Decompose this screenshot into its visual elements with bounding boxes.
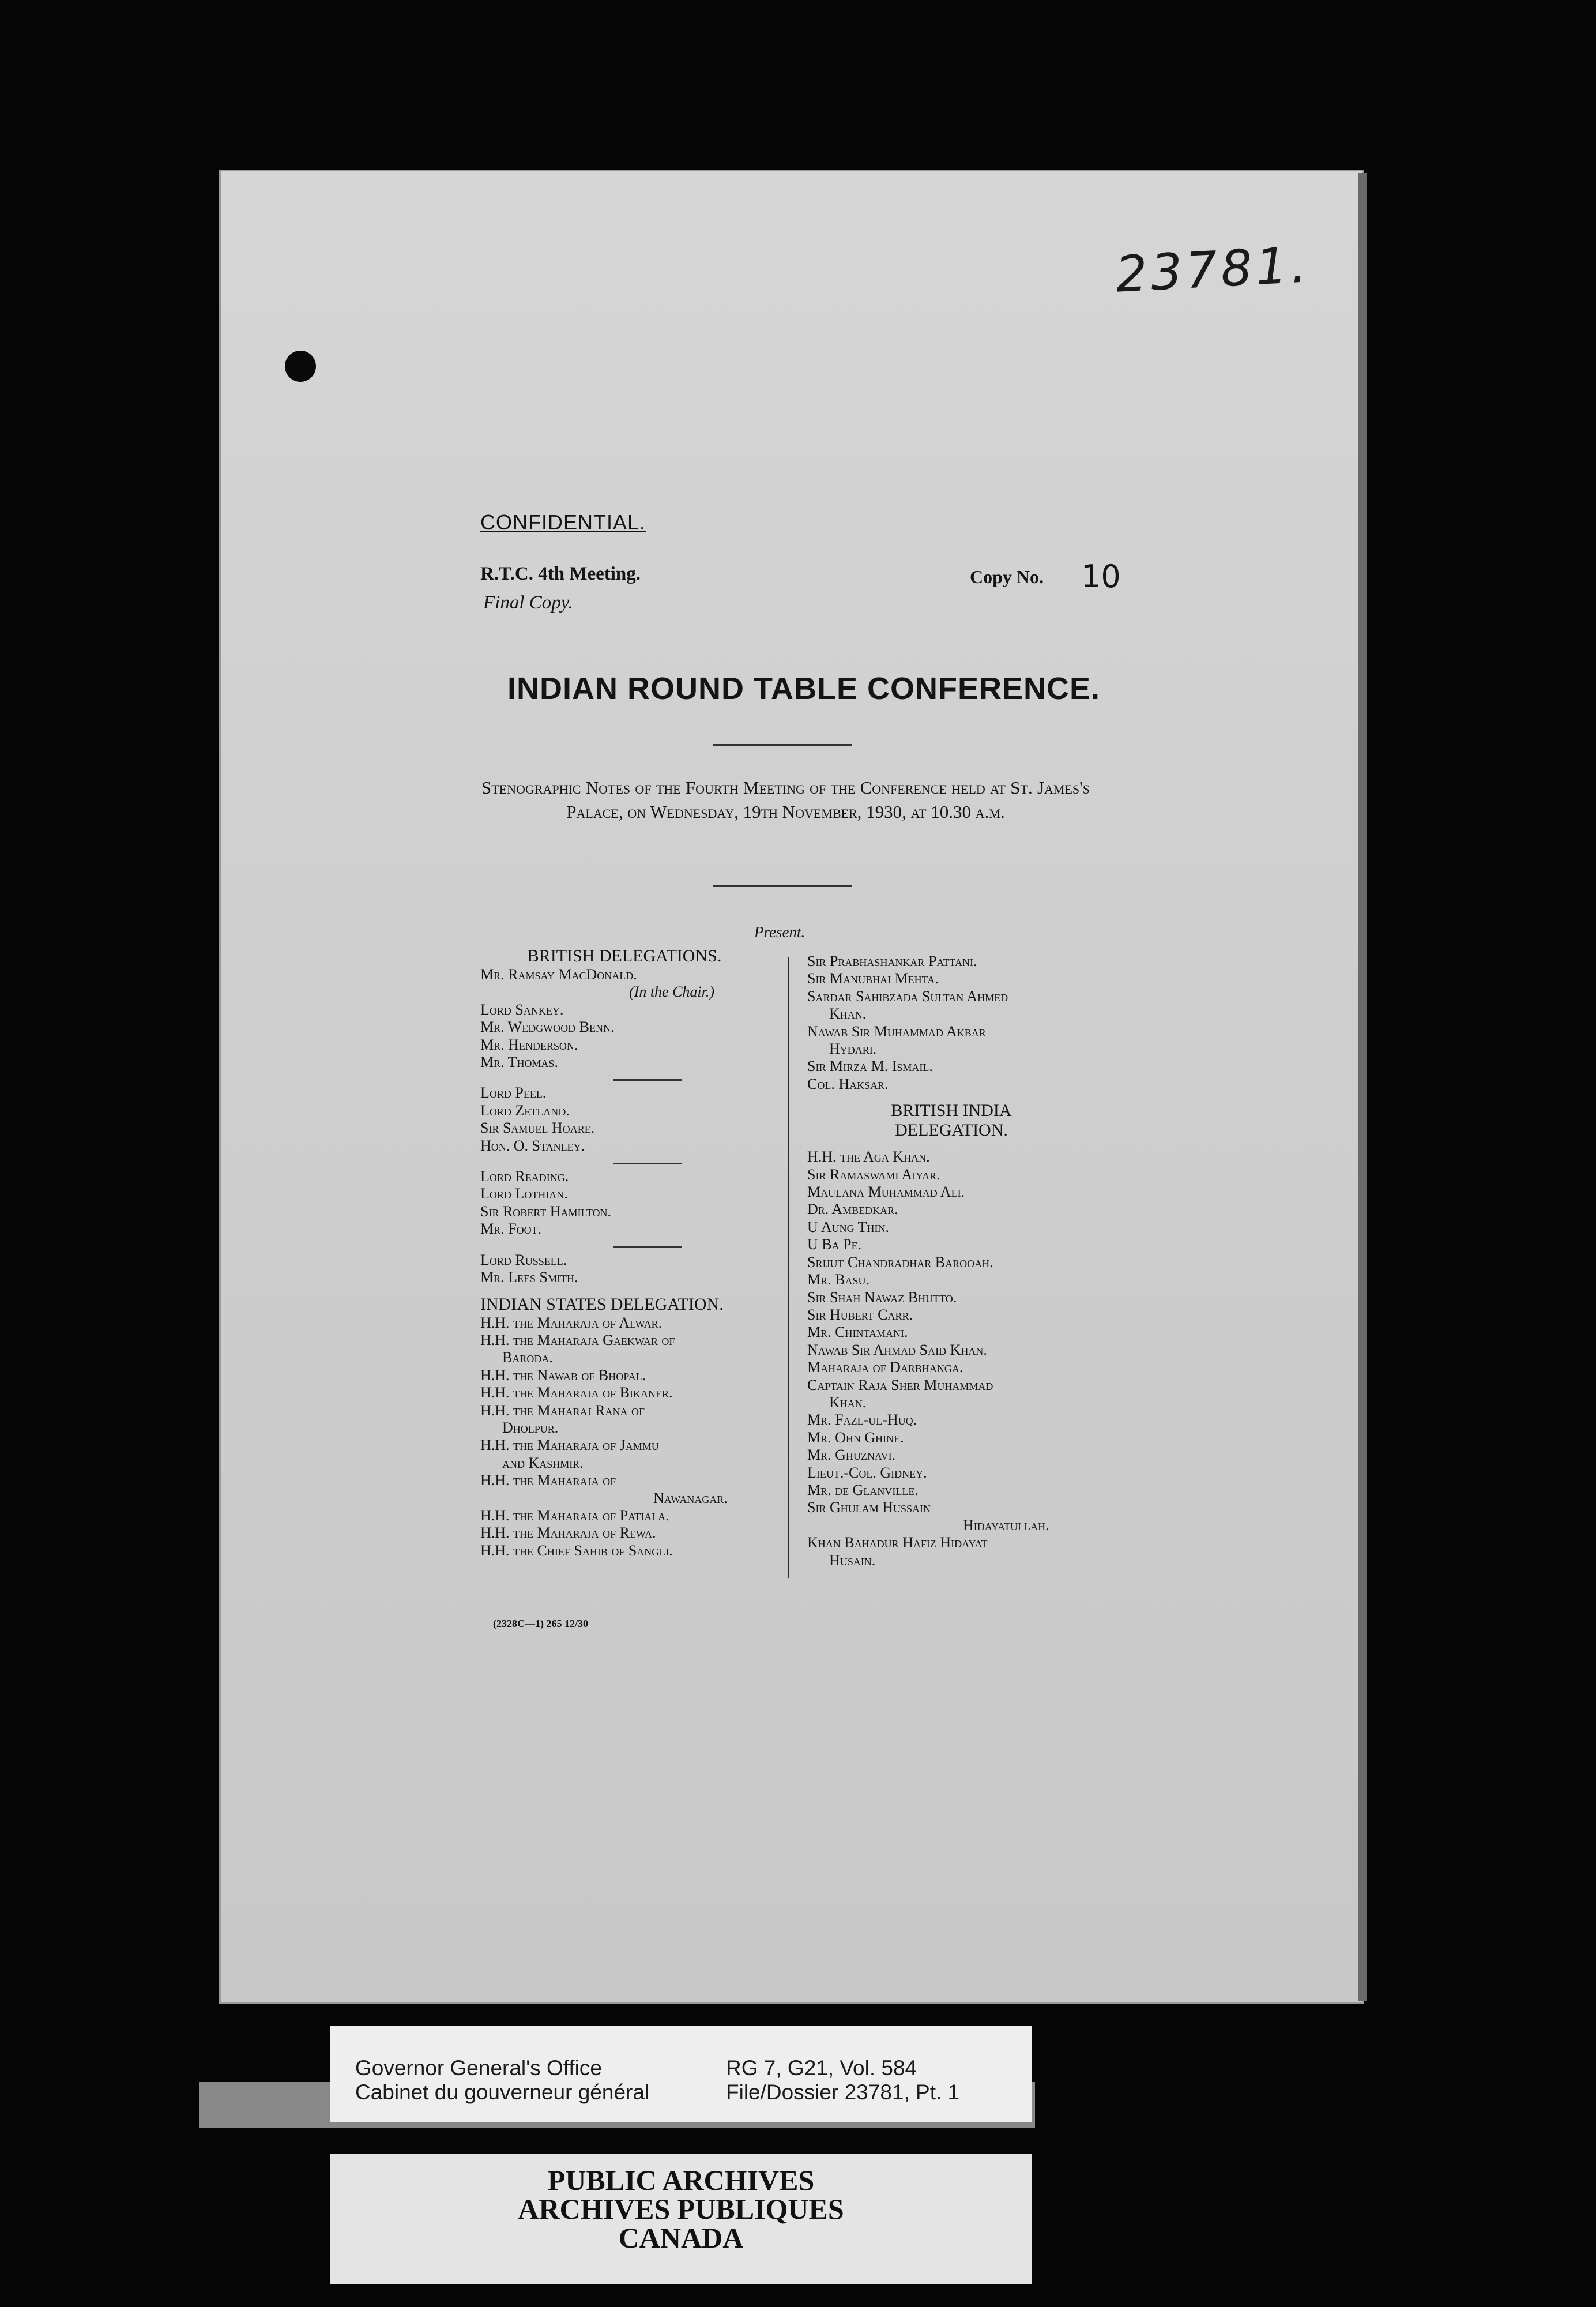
title-rule bbox=[713, 744, 852, 746]
delegate-name: Sir Prabhashankar Pattani. bbox=[807, 953, 977, 970]
delegate-name: H.H. the Maharaja of Jammu bbox=[480, 1437, 659, 1454]
delegate-name: H.H. the Maharaja of Bikaner. bbox=[480, 1384, 673, 1402]
copy-number: 10 bbox=[1081, 558, 1121, 595]
delegate-name: H.H. the Maharaja Gaekwar of bbox=[480, 1331, 675, 1348]
group-separator bbox=[613, 1074, 682, 1081]
delegate-name: Mr. de Glanville. bbox=[807, 1481, 919, 1498]
delegate-name: Lord Reading. bbox=[480, 1168, 569, 1185]
delegate-name: Khan. bbox=[829, 1393, 867, 1411]
delegate-name: Lieut.-Col. Gidney. bbox=[807, 1464, 927, 1481]
delegate-name: Hidayatullah. bbox=[963, 1516, 1049, 1534]
delegate-name: U Ba Pe. bbox=[807, 1236, 862, 1253]
delegate-name: Mr. Chintamani. bbox=[807, 1324, 908, 1341]
delegate-name: H.H. the Chief Sahib of Sangli. bbox=[480, 1542, 673, 1559]
delegate-name: Sir Shah Nawaz Bhutto. bbox=[807, 1288, 957, 1306]
delegate-name: Khan Bahadur Hafiz Hidayat bbox=[807, 1534, 988, 1551]
delegate-name: Mr. Basu. bbox=[807, 1271, 869, 1288]
delegate-name: Dholpur. bbox=[502, 1419, 559, 1436]
meeting-reference: R.T.C. 4th Meeting. bbox=[480, 563, 641, 584]
group-separator bbox=[613, 1242, 682, 1248]
delegate-name: H.H. the Nawab of Bhopal. bbox=[480, 1366, 646, 1384]
handwritten-file-number: 23781. bbox=[1114, 236, 1312, 304]
delegate-name: H.H. the Maharaj Rana of bbox=[480, 1402, 645, 1419]
archive-stamp bbox=[330, 2154, 1032, 2284]
delegate-name: Lord Sankey. bbox=[480, 1001, 564, 1018]
delegate-name: Baroda. bbox=[502, 1349, 553, 1366]
right-column bbox=[807, 953, 1096, 1569]
delegate-name: Sir Samuel Hoare. bbox=[480, 1119, 595, 1137]
delegate-name: Sir Manubhai Mehta. bbox=[807, 970, 939, 987]
present-label: Present. bbox=[754, 923, 805, 941]
delegate-name: U Aung Thin. bbox=[807, 1218, 890, 1235]
copy-status: Final Copy. bbox=[483, 592, 573, 613]
delegate-name: Nawab Sir Ahmad Said Khan. bbox=[807, 1341, 987, 1358]
delegate-name: H.H. the Maharaja of Rewa. bbox=[480, 1524, 656, 1542]
delegate-name: Hon. O. Stanley. bbox=[480, 1137, 585, 1154]
delegate-name: Mr. Fazl-ul-Huq. bbox=[807, 1411, 917, 1429]
meeting-notes-heading: Stenographic Notes of the Fourth Meeting of the Conference held at St. James's Palace, on Wednesday, 19th November, 1930, at 10.30 a.m. bbox=[481, 777, 1090, 822]
delegate-name: Sir Robert Hamilton. bbox=[480, 1203, 612, 1220]
archive-reference-label bbox=[330, 2026, 1032, 2122]
delegate-name: Nawanagar. bbox=[653, 1489, 728, 1506]
delegate-name: Sir Hubert Carr. bbox=[807, 1306, 913, 1323]
chair-note: (In the Chair.) bbox=[629, 983, 715, 1001]
delegate-name: Mr. Ohn Ghine. bbox=[807, 1429, 904, 1446]
delegate-name: Mr. Henderson. bbox=[480, 1036, 578, 1053]
stamp-line-3: CANADA bbox=[618, 2222, 744, 2254]
british-india-heading-line2: DELEGATION. bbox=[895, 1121, 1008, 1140]
delegate-name: Sardar Sahibzada Sultan Ahmed bbox=[807, 987, 1008, 1005]
file-reference: File/Dossier 23781, Pt. 1 bbox=[726, 2080, 960, 2104]
page-edge bbox=[1358, 173, 1367, 2001]
indian-states-heading: INDIAN STATES DELEGATION. bbox=[480, 1294, 724, 1314]
chair-name: Mr. Ramsay MacDonald. bbox=[480, 966, 637, 983]
delegate-name: Lord Russell. bbox=[480, 1251, 567, 1268]
delegate-name: Mr. Thomas. bbox=[480, 1054, 559, 1071]
delegate-name: Lord Peel. bbox=[480, 1084, 547, 1102]
delegate-name: Mr. Ghuznavi. bbox=[807, 1446, 896, 1464]
group-separator bbox=[613, 1158, 682, 1164]
delegate-name: Srijut Chandradhar Barooah. bbox=[807, 1253, 993, 1271]
classification-mark: CONFIDENTIAL. bbox=[480, 510, 646, 534]
delegate-name: H.H. the Maharaja of bbox=[480, 1472, 616, 1489]
delegate-name: Sir Mirza M. Ismail. bbox=[807, 1058, 933, 1075]
delegate-name: Husain. bbox=[829, 1551, 876, 1569]
british-india-heading: BRITISH INDIA bbox=[891, 1101, 1012, 1121]
left-column bbox=[480, 946, 769, 1560]
delegate-name: Maharaja of Darbhanga. bbox=[807, 1359, 963, 1376]
print-code: (2328C—1) 265 12/30 bbox=[493, 1618, 588, 1629]
delegate-name: Sir Ghulam Hussain bbox=[807, 1499, 931, 1516]
document-page bbox=[219, 170, 1364, 2004]
delegate-name: Nawab Sir Muhammad Akbar bbox=[807, 1023, 986, 1040]
column-divider bbox=[788, 957, 789, 1578]
punch-hole bbox=[285, 351, 316, 382]
delegate-name: Khan. bbox=[829, 1005, 867, 1023]
delegate-name: Sir Ramaswami Aiyar. bbox=[807, 1166, 940, 1183]
british-delegations-heading: BRITISH DELEGATIONS. bbox=[527, 946, 722, 965]
office-french: Cabinet du gouverneur général bbox=[355, 2080, 650, 2104]
delegate-name: Col. Haksar. bbox=[807, 1075, 889, 1092]
delegate-name: H.H. the Maharaja of Patiala. bbox=[480, 1506, 669, 1524]
record-group-reference: RG 7, G21, Vol. 584 bbox=[726, 2056, 917, 2080]
delegate-name: Mr. Wedgwood Benn. bbox=[480, 1019, 615, 1036]
delegate-name: Lord Zetland. bbox=[480, 1102, 570, 1119]
delegate-name: Captain Raja Sher Muhammad bbox=[807, 1376, 993, 1393]
delegate-name: Mr. Foot. bbox=[480, 1220, 542, 1238]
delegate-name: H.H. the Aga Khan. bbox=[807, 1148, 930, 1166]
delegate-name: H.H. the Maharaja of Alwar. bbox=[480, 1314, 663, 1331]
notes-rule bbox=[713, 885, 852, 887]
copy-number-label: Copy No. bbox=[970, 566, 1044, 587]
delegate-name: and Kashmir. bbox=[502, 1454, 584, 1471]
document-title: INDIAN ROUND TABLE CONFERENCE. bbox=[507, 671, 1100, 706]
delegate-name: Maulana Muhammad Ali. bbox=[807, 1183, 965, 1201]
office-english: Governor General's Office bbox=[355, 2056, 602, 2080]
stamp-line-1: PUBLIC ARCHIVES bbox=[547, 2164, 815, 2196]
delegate-name: Hydari. bbox=[829, 1040, 877, 1058]
stamp-line-2: ARCHIVES PUBLIQUES bbox=[518, 2193, 844, 2225]
delegate-name: Lord Lothian. bbox=[480, 1185, 568, 1203]
delegate-name: Dr. Ambedkar. bbox=[807, 1201, 898, 1218]
delegate-name: Mr. Lees Smith. bbox=[480, 1269, 578, 1286]
